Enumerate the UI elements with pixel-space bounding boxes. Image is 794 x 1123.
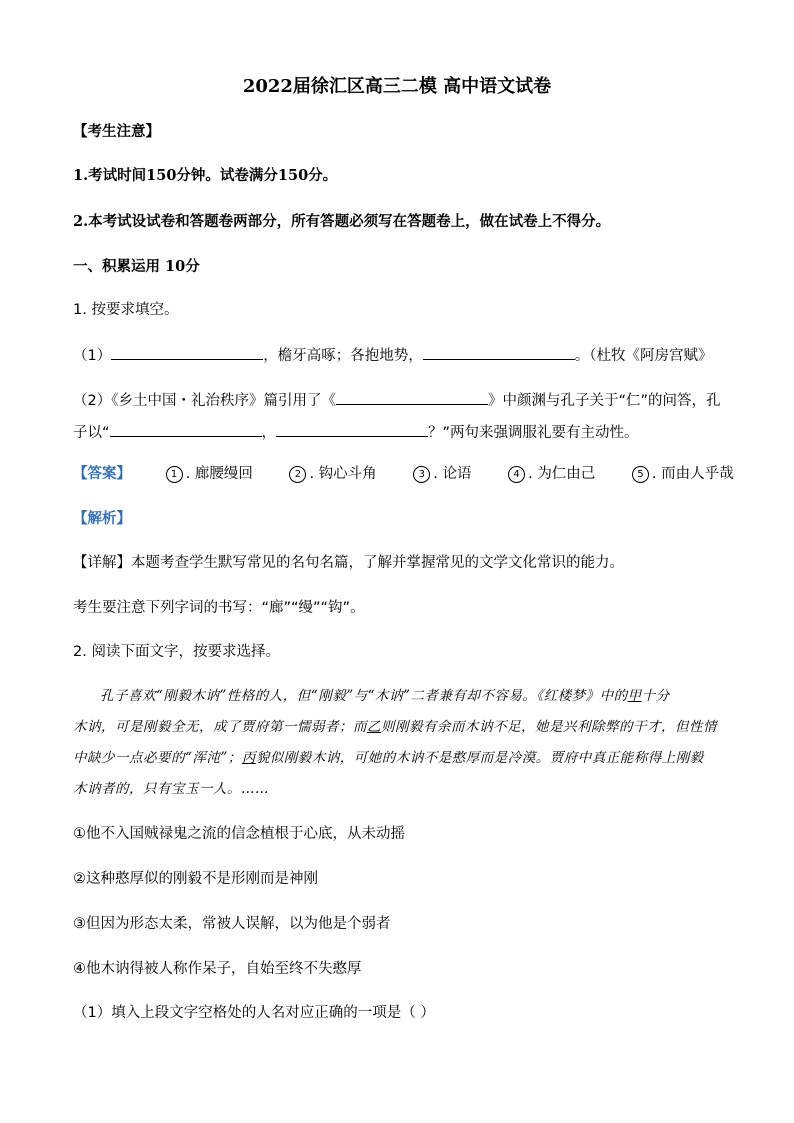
answer-text: 而由人乎哉 — [661, 466, 734, 482]
question-1-stem: 1. 按要求填空。 — [73, 302, 179, 318]
question-1-part-2 — [73, 389, 721, 411]
question-1-part-1 — [73, 344, 712, 366]
answer-item-3: 3 . 论语 — [413, 464, 471, 484]
passage-line-3 — [73, 748, 704, 768]
answer-item-4: 4 . 为仁由己 — [508, 464, 595, 484]
option-4: ④他木讷得被人称作呆子，自始至终不失憨厚 — [73, 961, 362, 977]
answer-blank — [423, 344, 575, 360]
page-title: 2022届徐汇区高三二模 高中语文试卷 — [242, 76, 552, 97]
spelling-note: 考生要注意下列字词的书写：“廊”“缦”“钩”。 — [73, 600, 365, 616]
answer-blank — [111, 344, 263, 360]
notice-item-2: 2.本考试设试卷和答题卷两部分，所有答题必须写在答题卷上，做在试卷上不得分。 — [73, 213, 611, 230]
answer-label: 【答案】 — [73, 466, 131, 482]
part-2-prefix: （2）《乡土中国・礼治秩序》篇引用了《 — [73, 393, 336, 409]
section-heading: 一、积累运用 10分 — [73, 258, 200, 275]
part-2-line-2-prefix: 子以“ — [73, 425, 110, 441]
passage-blank-b: 乙 — [367, 719, 381, 735]
passage-text: 十分 — [641, 688, 670, 704]
passage-text: 中缺少一点必要的“浑沌”； — [73, 750, 242, 766]
question-1-part-2-line-2 — [73, 421, 639, 443]
option-1: ①他不入国贼禄鬼之流的信念植根于心底，从未动摇 — [73, 826, 405, 842]
detail-text: 【详解】本题考查学生默写常见的名句名篇，了解并掌握常见的文学文化常识的能力。 — [73, 555, 624, 571]
answer-blank — [336, 389, 488, 405]
answer-row — [73, 464, 734, 484]
answer-item-2: 2 . 钩心斗角 — [289, 464, 376, 484]
answer-number: 5 — [632, 466, 649, 483]
part-2-line-2-suffix: ？”两句来强调服礼要有主动性。 — [428, 425, 639, 441]
answer-text: 廊腰缦回 — [194, 466, 253, 482]
answer-text: 论语 — [442, 466, 472, 482]
passage-blank-a: 甲 — [627, 688, 642, 704]
passage-text: 木讷，可是刚毅全无，成了贾府第一懦弱者；而 — [73, 719, 367, 735]
answer-blank — [110, 421, 262, 437]
answer-number: 4 — [508, 466, 525, 483]
part-1-middle: ，檐牙高啄；各抱地势， — [263, 348, 423, 364]
answer-text: 为仁由己 — [537, 466, 596, 482]
notice-item-1: 1.考试时间150分钟。试卷满分150分。 — [73, 167, 338, 184]
part-1-suffix: 。（杜牧《阿房宫赋》 — [574, 348, 713, 364]
option-2: ②这种憨厚似的刚毅不是形刚而是神刚 — [73, 871, 318, 887]
answer-text: 钩心斗角 — [318, 466, 377, 482]
answer-item-1: 1 . 廊腰缦回 — [166, 464, 253, 484]
answer-number: 3 — [413, 466, 430, 483]
passage-text: 孔子喜欢“刚毅木讷”性格的人，但“刚毅”与“木讷”二者兼有却不容易。《红楼梦》中的 — [100, 688, 628, 704]
sub-question-1: （1）填入上段文字空格处的人名对应正确的一项是（ ） — [73, 1005, 435, 1021]
analysis-label: 【解析】 — [73, 511, 131, 527]
question-2-stem: 2. 阅读下面文字，按要求选择。 — [73, 644, 280, 660]
passage-line-4: 木讷者的，只有宝玉一人。…… — [73, 781, 269, 797]
option-3: ③但因为形态太柔，常被人误解，以为他是个弱者 — [73, 916, 391, 932]
part-2-line-2-middle: ， — [261, 425, 277, 441]
answer-number: 2 — [289, 466, 306, 483]
notice-heading: 【考生注意】 — [73, 123, 160, 140]
passage-line-2 — [73, 717, 717, 737]
answer-item-5: 5 . 而由人乎哉 — [632, 464, 734, 484]
answer-blank — [276, 421, 428, 437]
passage-text: 则刚毅有余而木讷不足，她是兴利除弊的干才，但性情 — [381, 719, 717, 735]
part-1-prefix: （1） — [73, 348, 112, 364]
passage-text: 貌似刚毅木讷，可她的木讷不是憨厚而是冷漠。贾府中真正能称得上刚毅 — [255, 750, 704, 766]
passage-blank-c: 丙 — [241, 750, 256, 766]
answer-number: 1 — [166, 466, 183, 483]
passage-line-1 — [100, 686, 670, 706]
part-2-suffix: 》中颜渊与孔子关于“仁”的问答，孔 — [487, 393, 721, 409]
